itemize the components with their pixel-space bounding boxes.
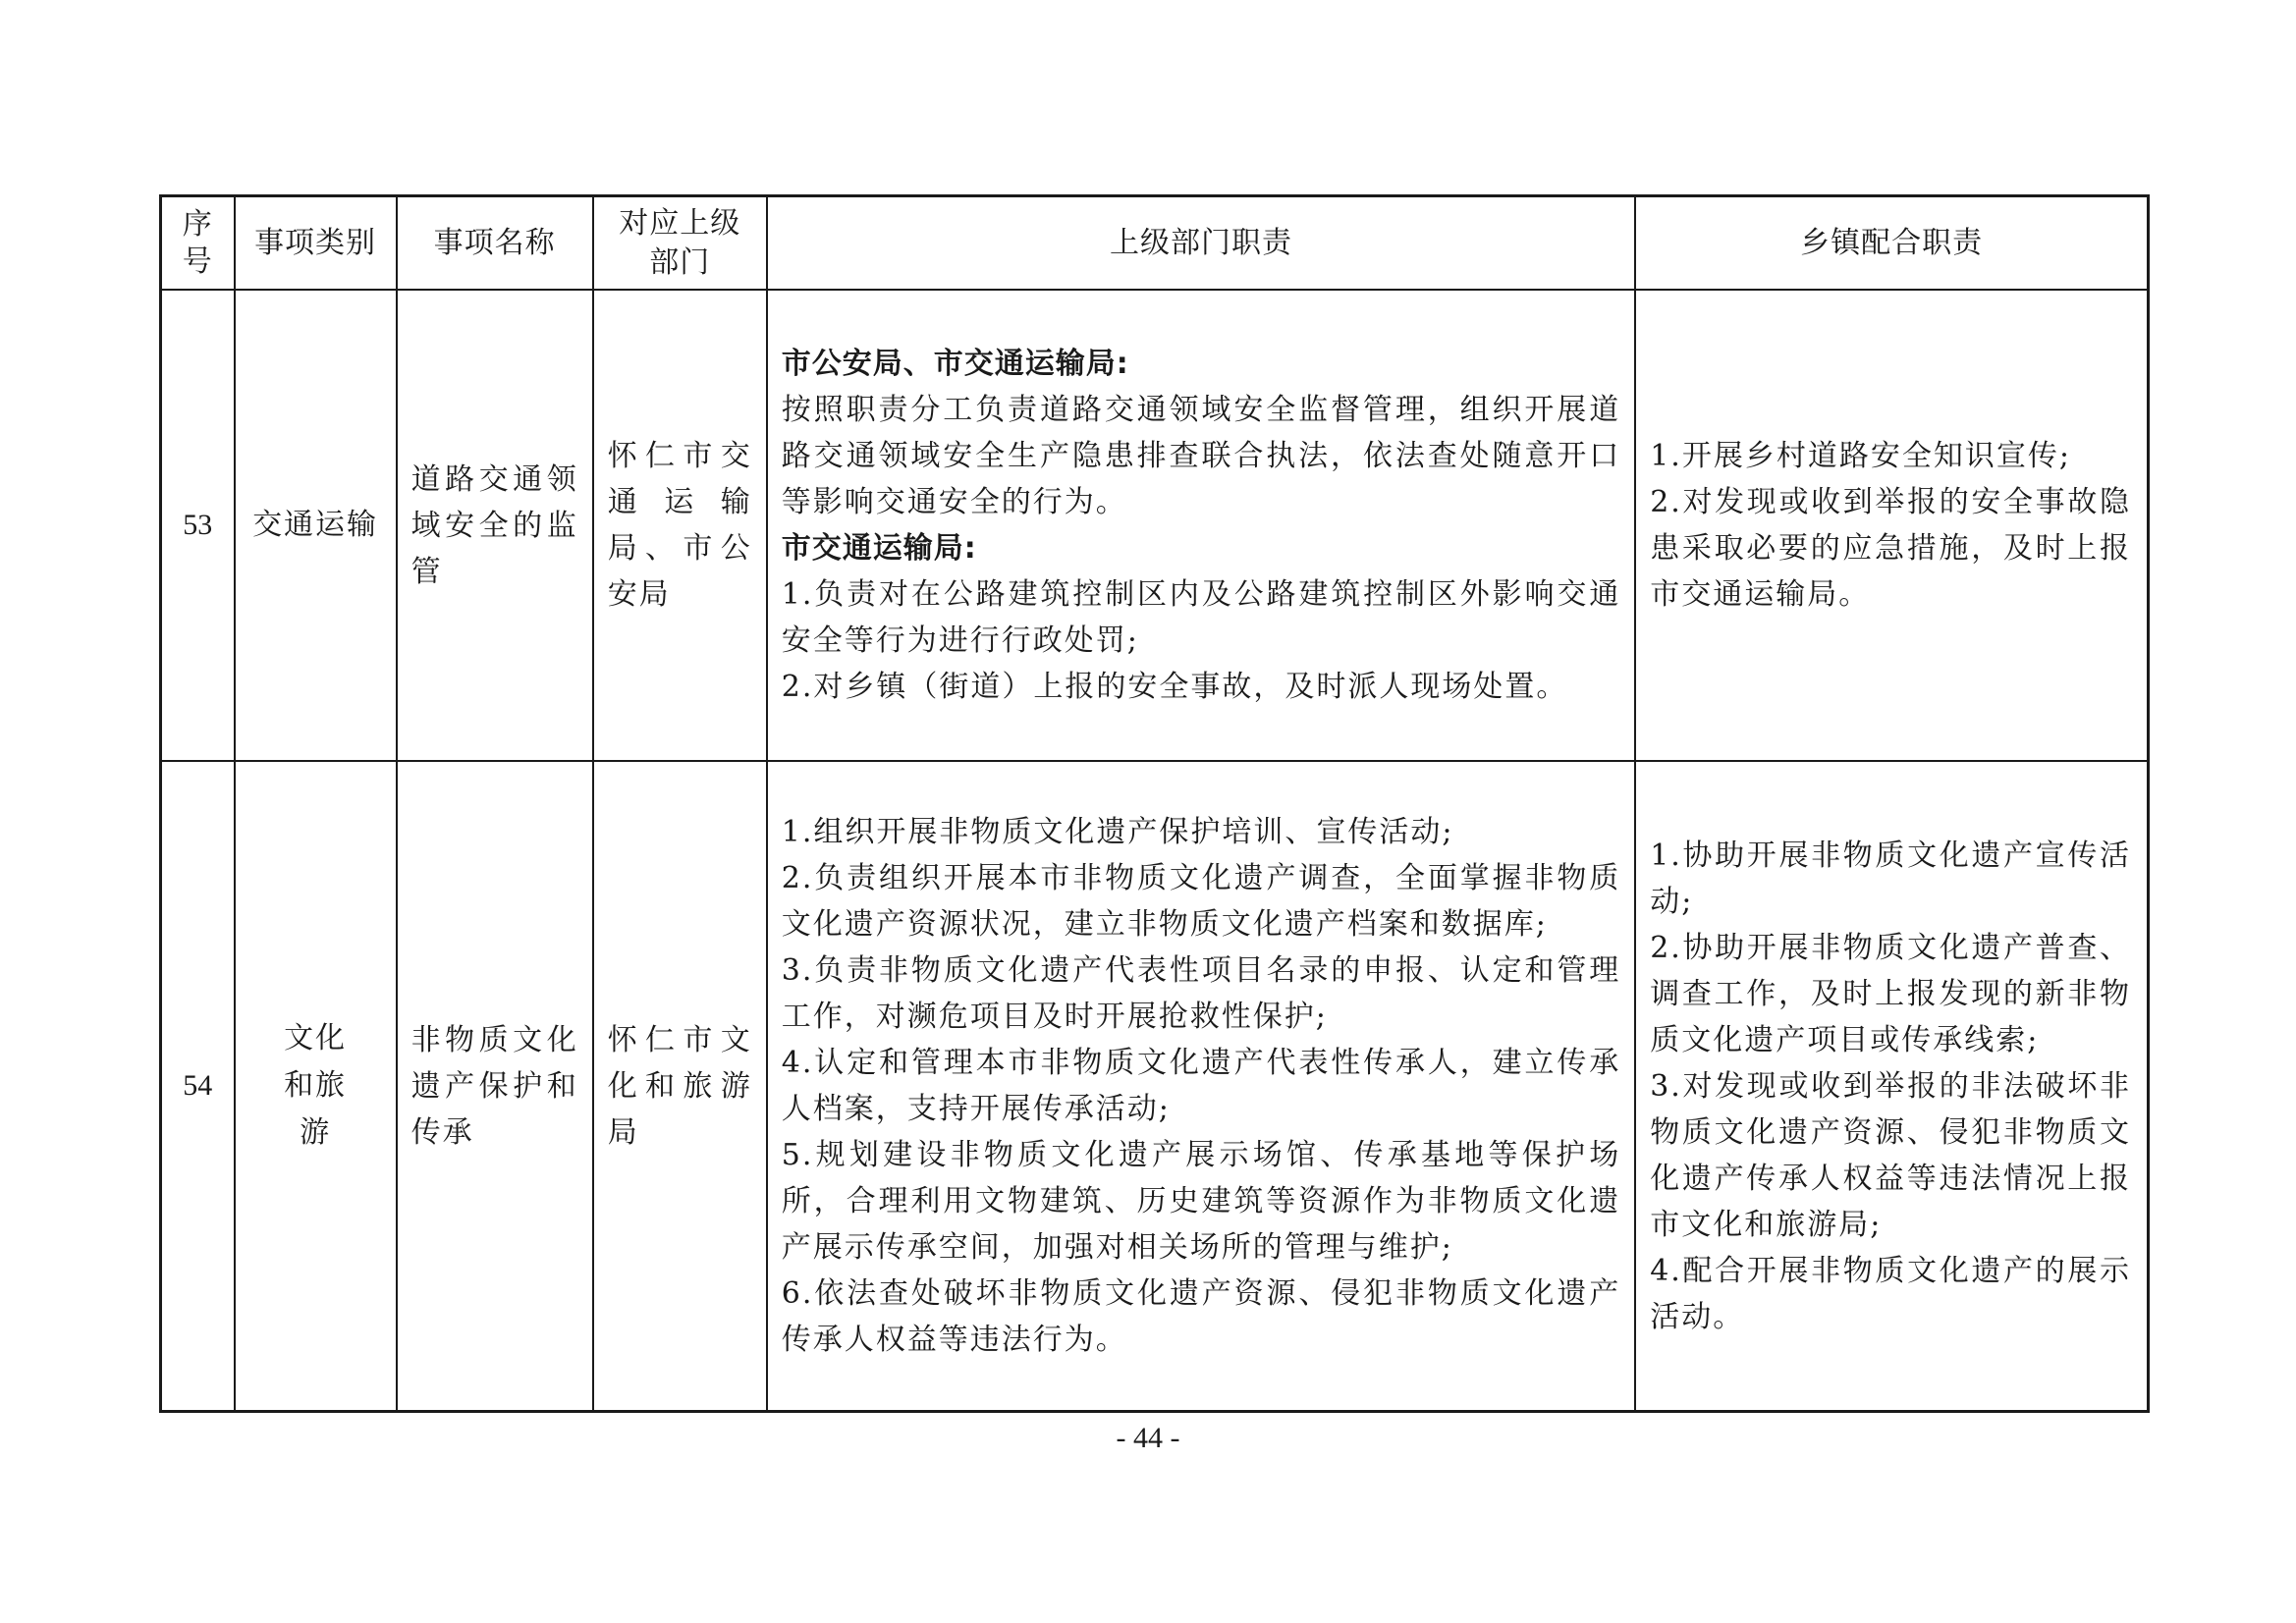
town-duty-line: 1.协助开展非物质文化遗产宣传活动; (1650, 838, 2131, 919)
duty-line: 6.依法查处破坏非物质文化遗产资源、侵犯非物质文化遗产传承人权益等违法行为。 (781, 1276, 1621, 1357)
header-duty: 上级部门职责 (767, 196, 1635, 291)
row-dept: 怀仁市文化和旅游局 (593, 761, 767, 1412)
duty-line: 5.规划建设非物质文化遗产展示场馆、传承基地等保护场所，合理利用文物建筑、历史建筑等资源作为非物质文化遗产展示传承空间，加强对相关场所的管理与维护; (781, 1138, 1621, 1265)
header-dept: 对应上级部门 (593, 196, 767, 291)
row-category: 交通运输 (235, 290, 397, 761)
town-duty-line: 4.配合开展非物质文化遗产的展示活动。 (1650, 1253, 2131, 1334)
town-duty-line: 2.协助开展非物质文化遗产普查、调查工作，及时上报发现的新非物质文化遗产项目或传承线索; (1650, 930, 2131, 1057)
header-name: 事项名称 (397, 196, 593, 291)
row-category: 文化和旅游 (235, 761, 397, 1412)
row-item-name: 道路交通领域安全的监管 (397, 290, 593, 761)
duty-line: 2.负责组织开展本市非物质文化遗产调查，全面掌握非物质文化遗产资源状况，建立非物质文化遗产档案和数据库; (781, 861, 1621, 942)
duty-line: 1.负责对在公路建筑控制区内及公路建筑控制区外影响交通安全等行为进行行政处罚; (781, 577, 1621, 658)
header-num: 序号 (161, 196, 235, 291)
town-duty-line: 2.对发现或收到举报的安全事故隐患采取必要的应急措施，及时上报市交通运输局。 (1650, 485, 2131, 612)
town-duty-line: 3.对发现或收到举报的非法破坏非物质文化遗产资源、侵犯非物质文化遗产传承人权益等违法情况上报市文化和旅游局; (1650, 1068, 2131, 1242)
duty-heading: 市交通运输局: (781, 531, 977, 566)
page-number: - 44 - (1116, 1422, 1180, 1454)
table-row (161, 290, 2149, 761)
duty-line: 2.对乡镇（街道）上报的安全事故，及时派人现场处置。 (781, 670, 1568, 704)
duty-table (159, 194, 2150, 1413)
row-superior-duties (767, 290, 1635, 761)
duty-line: 按照职责分工负责道路交通领域安全监督管理，组织开展道路交通领域安全生产隐患排查联合执法，依法查处随意开口等影响交通安全的行为。 (781, 393, 1621, 519)
town-duty-line: 1.开展乡村道路安全知识宣传; (1650, 439, 2071, 473)
table-header-row (161, 196, 2149, 291)
row-town-duties (1635, 761, 2148, 1412)
row-dept: 怀仁市交通运输局、市公安局 (593, 290, 767, 761)
table-row (161, 761, 2149, 1412)
header-town: 乡镇配合职责 (1635, 196, 2148, 291)
header-category: 事项类别 (235, 196, 397, 291)
duty-line: 4.认定和管理本市非物质文化遗产代表性传承人，建立传承人档案，支持开展传承活动; (781, 1046, 1621, 1126)
duty-line: 3.负责非物质文化遗产代表性项目名录的申报、认定和管理工作，对濒危项目及时开展抢救性保护; (781, 953, 1621, 1034)
row-town-duties (1635, 290, 2148, 761)
duty-heading: 市公安局、市交通运输局: (781, 347, 1129, 381)
row-number: 54 (161, 761, 235, 1412)
row-superior-duties (767, 761, 1635, 1412)
duty-line: 1.组织开展非物质文化遗产保护培训、宣传活动; (781, 815, 1454, 849)
row-number: 53 (161, 290, 235, 761)
row-item-name: 非物质文化遗产保护和传承 (397, 761, 593, 1412)
